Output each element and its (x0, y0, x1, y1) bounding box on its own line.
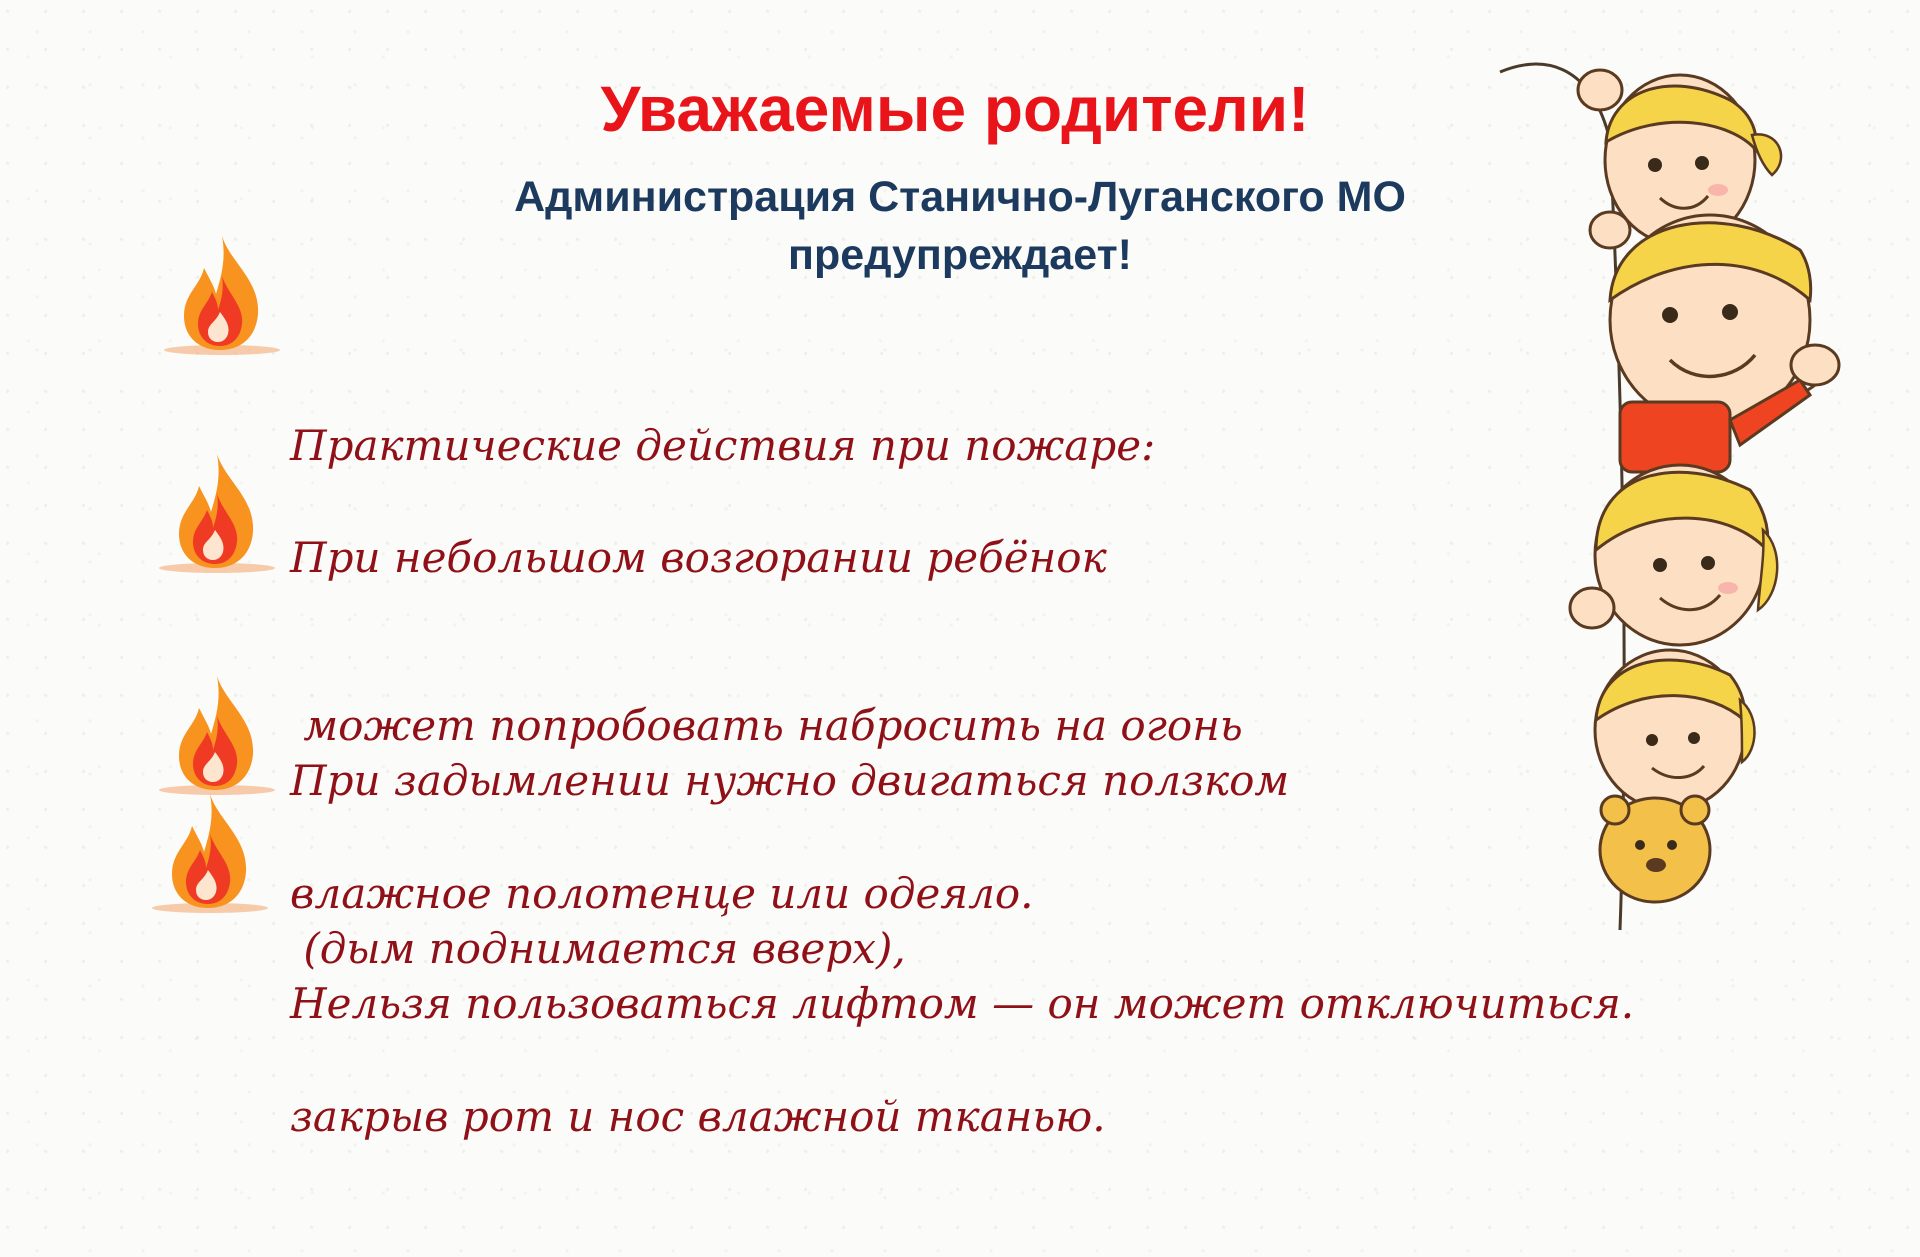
flame-icon (148, 790, 268, 920)
flame-icon (155, 450, 275, 580)
flame-icon (160, 232, 280, 362)
item-2-line-1: При небольшом возгорании ребёнок (290, 533, 1107, 582)
subtitle (300, 168, 1620, 284)
subtitle-line-2: предупреждает! (788, 231, 1132, 279)
item-1-line-1: Практические действия при пожаре: (290, 421, 1156, 470)
teddy-bear-face (1600, 796, 1710, 902)
item-4-line-1: Нельзя пользоваться лифтом — он может отключиться. (290, 979, 1635, 1028)
subtitle-line-1: Администрация Станично-Луганского МО (514, 173, 1406, 221)
item-4 (290, 864, 1635, 1144)
item-3-line-1: При задымлении нужно двигаться ползком (290, 756, 1290, 805)
peeking-children-illustration (1480, 50, 1850, 930)
page-title: Уважаемые родители! (600, 73, 1310, 145)
item-2-line-3: влажное полотенце или одеяло. (290, 869, 1034, 918)
child-face-4 (1595, 650, 1755, 810)
item-3-line-3: закрыв рот и нос влажной тканью. (290, 1092, 1106, 1141)
item-3-line-2: (дым поднимается вверх), (290, 924, 906, 973)
item-2-line-2: может попробовать набросить на огонь (290, 701, 1243, 750)
child-face-3 (1570, 465, 1777, 645)
flame-icon (155, 672, 275, 802)
child-face-2 (1590, 212, 1839, 472)
